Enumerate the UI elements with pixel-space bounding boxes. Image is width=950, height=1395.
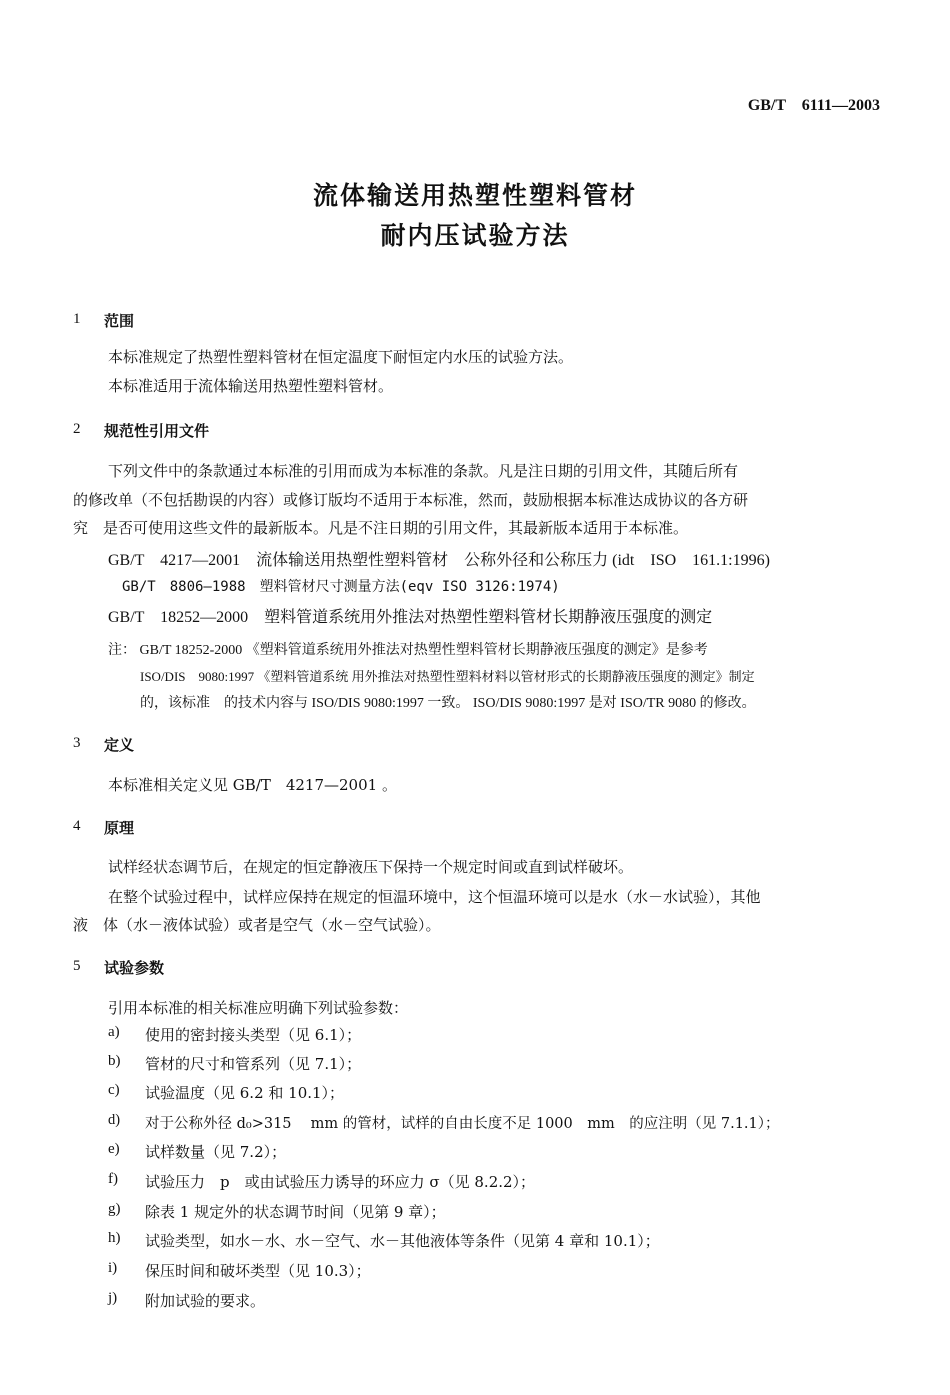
list-item-text: 试验压力 p 或由试验压力诱导的环应力 σ（见 8.2.2）； — [145, 1173, 536, 1191]
section-2-title: 规范性引用文件 — [104, 422, 210, 440]
list-item — [0, 1201, 950, 1221]
list-item-text: 对于公称外径 d₀>315 mm 的管材，试样的自由长度不足 1000 mm 的应注明（见 7.1.1）； — [145, 1116, 780, 1132]
standard-number: GB/T 6111—2003 — [747, 97, 880, 114]
list-item-label: e) — [108, 1141, 120, 1157]
document-title-line-1: 流体输送用热塑性塑料管材 — [312, 181, 637, 210]
list-item-text: 除表 1 规定外的状态调节时间（见第 9 章）； — [145, 1203, 446, 1221]
list-item-label: d) — [108, 1112, 121, 1128]
section-4-number: 4 — [73, 818, 81, 834]
section-5-intro: 引用本标准的相关标准应明确下列试验参数： — [108, 999, 409, 1017]
section-2-paragraph-line-2: 的修改单（不包括勘误的内容）或修订版均不适用于本标准，然而，鼓励根据本标准达成协议的各方研 — [73, 491, 749, 509]
list-item-text: 保压时间和破坏类型（见 10.3）； — [145, 1262, 371, 1280]
note-line-3: 的，该标准 的技术内容与 ISO/DIS 9080:1997 一致。 ISO/DIS 9080:1997 是对 ISO/TR 9080 的修改。 — [140, 696, 756, 711]
list-item-text: 试样数量（见 7.2）； — [145, 1143, 287, 1161]
list-item — [0, 1260, 950, 1280]
list-item — [0, 1230, 950, 1250]
section-5-number: 5 — [73, 958, 81, 974]
section-3-title: 定义 — [104, 736, 135, 754]
section-3-number: 3 — [73, 735, 81, 751]
reference-gbt-18252: GB/T 18252—2000 塑料管道系统用外推法对热塑性塑料管材长期静液压强度的测定 — [108, 609, 713, 626]
list-item — [0, 1112, 950, 1132]
list-item — [0, 1290, 950, 1310]
list-item-text: 使用的密封接头类型（见 6.1）； — [145, 1026, 362, 1044]
list-item-text: 附加试验的要求。 — [145, 1292, 266, 1310]
section-1-number: 1 — [73, 311, 81, 327]
list-item — [0, 1141, 950, 1161]
section-1-paragraph-2: 本标准适用于流体输送用热塑性塑料管材。 — [108, 377, 394, 395]
section-5-title: 试验参数 — [104, 959, 165, 977]
list-item — [0, 1171, 950, 1191]
list-item-label: a) — [108, 1024, 120, 1040]
section-4-paragraph-2-line-1: 在整个试验过程中，试样应保持在规定的恒温环境中，这个恒温环境可以是水（水－水试验），其他 — [108, 888, 761, 906]
list-item-text: 试验温度（见 6.2 和 10.1）； — [145, 1084, 345, 1102]
list-item-text: 管材的尺寸和管系列（见 7.1）； — [145, 1055, 362, 1073]
list-item-label: i) — [108, 1260, 118, 1276]
section-4-paragraph-2-line-2: 液 体（水－液体试验）或者是空气（水－空气试验）。 — [73, 916, 441, 934]
section-2-paragraph-line-3: 究 是否可使用这些文件的最新版本。凡是不注日期的引用文件，其最新版本适用于本标准。 — [73, 519, 689, 537]
reference-gbt-8806: GB/T 8806—1988 塑料管材尺寸测量方法(eqv ISO 3126:1974) — [122, 579, 560, 595]
reference-gbt-4217: GB/T 4217—2001 流体输送用热塑性塑料管材 公称外径和公称压力 (idt ISO 161.1:1996) — [108, 552, 770, 569]
list-item-text: 试验类型，如水－水、水－空气、水－其他液体等条件（见第 4 章和 10.1）； — [145, 1232, 660, 1250]
note-line-1: 注： GB/T 18252-2000 《塑料管道系统用外推法对热塑性塑料管材长期静液压强度的测定》是参考 — [108, 643, 708, 658]
list-item — [0, 1053, 950, 1073]
list-item-label: b) — [108, 1053, 121, 1069]
list-item-label: c) — [108, 1082, 120, 1098]
list-item-label: f) — [108, 1171, 118, 1187]
section-2-paragraph-line-1: 下列文件中的条款通过本标准的引用而成为本标准的条款。凡是注日期的引用文件，其随后所有 — [108, 462, 739, 480]
list-item-label: j) — [108, 1290, 118, 1306]
list-item-label: h) — [108, 1230, 121, 1246]
section-1-paragraph-1: 本标准规定了热塑性塑料管材在恒定温度下耐恒定内水压的试验方法。 — [108, 348, 574, 366]
note-line-2: ISO/DIS 9080:1997 《塑料管道系统 用外推法对热塑性塑料材料以管材形式的长期静液压强度的测定》制定 — [140, 669, 755, 684]
section-1-title: 范围 — [104, 312, 135, 330]
list-item-label: g) — [108, 1201, 121, 1217]
section-2-number: 2 — [73, 421, 81, 437]
document-title-line-2: 耐内压试验方法 — [380, 221, 570, 250]
section-4-title: 原理 — [104, 819, 135, 837]
list-item — [0, 1082, 950, 1102]
list-item — [0, 1024, 950, 1044]
section-3-paragraph: 本标准相关定义见 GB/T 4217—2001 。 — [108, 776, 397, 794]
section-4-paragraph-1: 试样经状态调节后，在规定的恒定静液压下保持一个规定时间或直到试样破坏。 — [108, 858, 634, 876]
